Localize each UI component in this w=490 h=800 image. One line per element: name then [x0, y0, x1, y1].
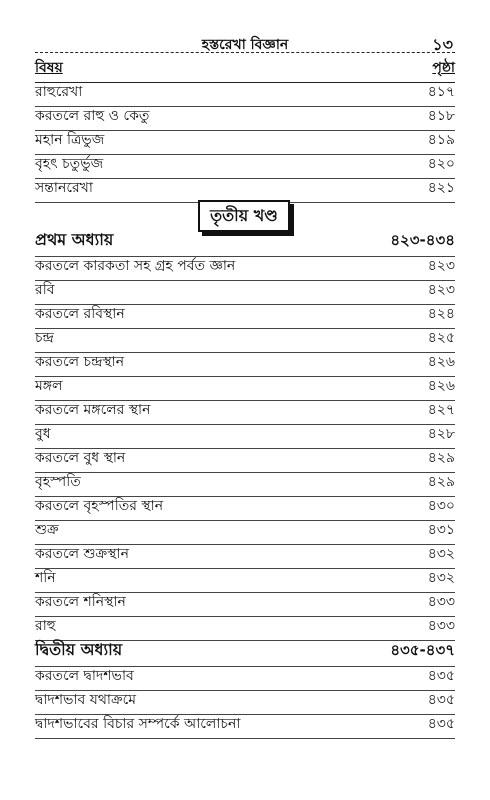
toc-entry-page: ৪২৫	[427, 330, 455, 346]
toc-entry-page: ৪২৯	[427, 474, 455, 490]
toc-entry-title: বুধ	[35, 426, 51, 442]
subject-column-head: বিষয়	[35, 60, 63, 76]
toc-entry-title: দ্বাদশভাব যথাক্রমে	[35, 692, 137, 708]
toc-row	[35, 448, 455, 473]
toc-entry-title: করতলে মঙ্গলের স্থান	[35, 402, 151, 418]
toc-entry-page: ৪৩৩	[427, 594, 455, 610]
toc-entry-title: মহান ত্রিভুজ	[35, 132, 105, 148]
toc-entry-title: সন্তানরেখা	[35, 180, 93, 196]
toc-entry-title: করতলে বুধ স্থান	[35, 450, 126, 466]
section-title-box: তৃতীয় খণ্ড	[198, 200, 290, 232]
toc-entry-page: ৪২৮	[427, 426, 455, 442]
toc-entry-title: করতলে চন্দ্রস্থান	[35, 354, 125, 370]
toc-entry-title: চন্দ্র	[35, 330, 54, 346]
toc-entry-page: ৪১৯	[427, 132, 455, 148]
toc-row	[35, 256, 455, 281]
toc-entry-title: করতলে রাহু ও কেতু	[35, 108, 150, 124]
toc-entry-title: বৃহৎ চতুর্ভুজ	[35, 156, 104, 172]
toc-entry-title: করতলে দ্বাদশভাব	[35, 668, 134, 684]
chapter-page-range: ৪২৩-৪৩৪	[390, 231, 455, 249]
toc-row	[35, 544, 455, 569]
page-number: ১৩	[432, 35, 453, 54]
toc-entry-page: ৪১৮	[427, 108, 455, 124]
toc-entry-title: মঙ্গল	[35, 378, 63, 394]
toc-entry-title: করতলে শুক্রস্থান	[35, 546, 129, 562]
toc-entry-page: ৪২৯	[427, 450, 455, 466]
toc-entry-title: করতলে বৃহস্পতির স্থান	[35, 498, 164, 514]
toc-row	[35, 400, 455, 425]
toc-entry-page: ৪৩০	[427, 498, 455, 514]
toc-entry-page: ৪২১	[427, 180, 455, 196]
chapter-page-range: ৪৩৫-৪৩৭	[390, 641, 455, 659]
toc-entry-page: ৪৩২	[427, 570, 455, 586]
toc-entry-page: ৪২০	[427, 156, 455, 172]
toc-entry-page: ৪৩৩	[427, 618, 455, 634]
toc-row	[35, 304, 455, 329]
chapter-title: দ্বিতীয় অধ্যায়	[35, 640, 123, 659]
toc-row	[35, 496, 455, 521]
toc-entry-page: ৪২৩	[427, 258, 455, 274]
page-column-head: পৃষ্ঠা	[432, 60, 455, 76]
toc-entry-title: রাহুরেখা	[35, 84, 83, 100]
toc-entry-page: ৪৩৫	[427, 716, 455, 732]
chapter-title: প্রথম অধ্যায়	[35, 230, 114, 249]
toc-entry-page: ৪৩২	[427, 546, 455, 562]
toc-entry-page: ৪২৬	[427, 354, 455, 370]
running-header	[35, 33, 455, 53]
toc-entry-page: ৪২৩	[427, 282, 455, 298]
header-rule	[35, 52, 455, 53]
toc-entry-page: ৪৩১	[427, 522, 455, 538]
toc-entry-page: ৪১৭	[427, 84, 455, 100]
toc-entry-title: দ্বাদশভাবের বিচার সম্পর্কে আলোচনা	[35, 716, 241, 732]
toc-entry-title: করতলে শনিস্থান	[35, 594, 126, 610]
toc-row	[35, 714, 455, 739]
toc-entry-title: বৃহস্পতি	[35, 474, 81, 490]
toc-entry-page: ৪৩৫	[427, 668, 455, 684]
toc-entry-title: করতলে কারকতা সহ গ্রহ পর্বত জ্ঞান	[35, 258, 236, 274]
toc-entry-page: ৪৩৫	[427, 692, 455, 708]
running-title: হস্তরেখা বিজ্ঞান	[201, 37, 289, 53]
toc-entry-page: ৪২৭	[427, 402, 455, 418]
toc-entry-page: ৪২৪	[427, 306, 455, 322]
toc-row	[35, 154, 455, 179]
toc-row	[35, 352, 455, 377]
toc-row	[35, 592, 455, 617]
toc-entry-page: ৪২৬	[427, 378, 455, 394]
toc-entry-title: করতলে রবিস্থান	[35, 306, 125, 322]
toc-entry-title: রাহু	[35, 618, 56, 634]
toc-entry-title: শুক্র	[35, 522, 59, 538]
column-header-row	[35, 58, 455, 83]
toc-entry-title: শনি	[35, 570, 56, 586]
toc-entry-title: রবি	[35, 282, 55, 298]
